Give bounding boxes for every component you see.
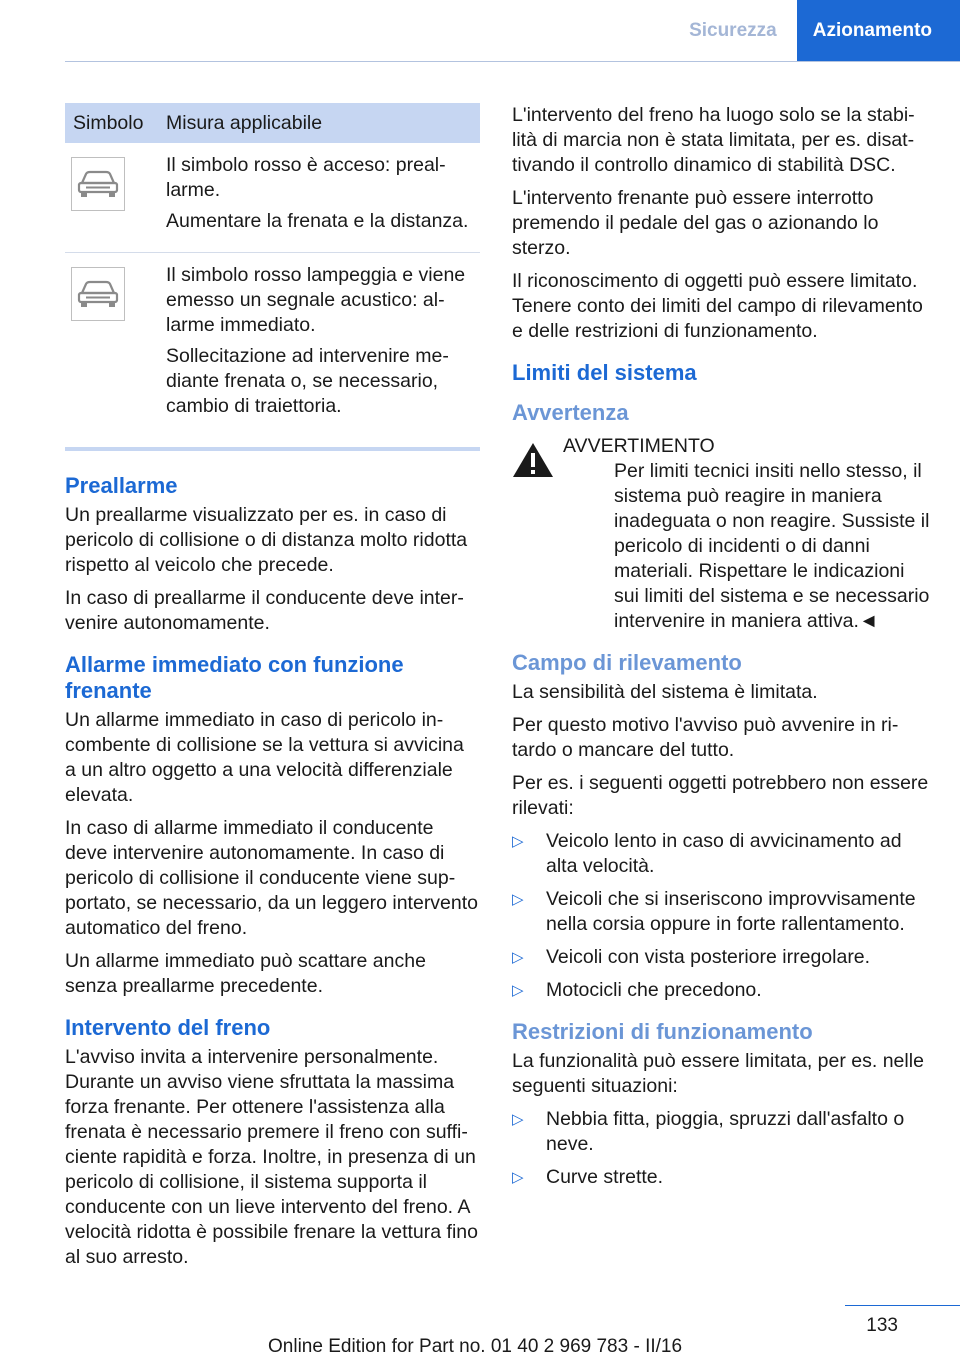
heading-allarme-immediato: Allarme immediato con funzione frenante <box>65 652 404 703</box>
paragraph: Per es. i seguenti oggetti potrebbero non essere rilevati: <box>512 772 929 819</box>
table-cell-text: Aumentare la frenata e la distanza. <box>166 210 469 232</box>
tab-azionamento[interactable]: Azionamento <box>797 0 960 62</box>
triangle-bullet-icon: ▷ <box>512 891 524 908</box>
list-item: ▷ Veicoli con vista posteriore irregolare. <box>512 946 871 968</box>
heading-campo-rilevamento: Campo di rilevamento <box>512 650 742 675</box>
warning-triangle-icon <box>512 442 554 485</box>
heading-restrizioni: Restrizioni di funzionamento <box>512 1019 813 1044</box>
heading-preallarme: Preallarme <box>65 473 178 498</box>
table-cell-text: Il simbolo rosso lampeggia e viene emesso un segnale acustico: allarme immediato. <box>166 264 466 336</box>
paragraph: L'avviso invita a intervenire personalmente. Durante un avviso viene sfruttata la massima forza frenante. Per ottenere l'assistenza alla frenata è necessario premere il freno con sufficiente rapidità e forza. Inoltre, in presenza di un pericolo di collisione, il sistema supporta il conducente con un lieve intervento del freno. A velocità ridotta è possibile frenare la vettura fino al suo arresto. <box>65 1046 478 1268</box>
list-detection-limits <box>512 829 930 1003</box>
list-item: ▷ Nebbia fitta, pioggia, spruzzi dall'asfalto o neve. <box>512 1108 905 1155</box>
tab-sicurezza[interactable]: Sicurezza <box>689 20 777 41</box>
header-divider <box>65 61 960 62</box>
triangle-bullet-icon: ▷ <box>512 982 524 999</box>
list-item: ▷ Curve strette. <box>512 1166 664 1188</box>
paragraph: Il riconoscimento di oggetti può essere limitato. Tenere conto dei limiti del campo di rilevamento e delle restrizioni di funzionamento. <box>512 270 923 342</box>
heading-limiti-sistema: Limiti del sistema <box>512 360 697 385</box>
triangle-bullet-icon: ▷ <box>512 1169 524 1186</box>
symbol-table <box>65 103 480 437</box>
triangle-bullet-icon: ▷ <box>512 833 524 850</box>
right-column <box>512 103 930 1198</box>
paragraph: Per questo motivo l'avviso può avvenire in ritardo o mancare del tutto. <box>512 714 899 761</box>
edition-footer: Online Edition for Part no. 01 40 2 969 783 - II/16 <box>268 1336 683 1357</box>
heading-intervento-freno: Intervento del freno <box>65 1015 271 1040</box>
table-header-row <box>65 103 480 143</box>
footer-rule <box>845 1305 960 1306</box>
list-restrictions <box>512 1107 930 1190</box>
car-front-icon <box>71 267 125 321</box>
car-front-icon <box>71 157 125 211</box>
warning-block <box>512 434 930 634</box>
warning-label: AVVERTIMENTO <box>563 435 715 457</box>
paragraph: Un preallarme visualizzato per es. in caso di pericolo di collisione o di distanza molto ridotta rispetto al veicolo che precede. <box>65 504 468 576</box>
heading-avvertenza: Avvertenza <box>512 400 629 425</box>
list-item: ▷ Veicoli che si inseriscono improvvisamente nella corsia oppure in forte rallentamento. <box>512 888 916 935</box>
table-bottom-rule <box>65 447 480 451</box>
table-header-symbol: Simbolo <box>65 103 156 143</box>
page-header <box>669 0 960 62</box>
left-column <box>65 103 480 1278</box>
paragraph: In caso di preallarme il conducente deve intervenire autonomamente. <box>65 587 464 634</box>
paragraph: Un allarme immediato in caso di pericolo incombente di collisione se la vettura si avvicina a un altro oggetto a una velocità differenziale elevata. <box>65 709 464 806</box>
paragraph: In caso di allarme immediato il conducente deve intervenire autonomamente. In caso di pericolo di collisione il conducente viene supportato, se necessario, da un leggero intervento automatico del freno. <box>65 817 479 939</box>
table-cell-text: Il simbolo rosso è acceso: preallarme. <box>166 154 446 201</box>
triangle-bullet-icon: ▷ <box>512 949 524 966</box>
list-item: ▷ Motocicli che precedono. <box>512 979 762 1001</box>
paragraph: La funzionalità può essere limitata, per es. nelle seguenti situazioni: <box>512 1050 924 1097</box>
triangle-bullet-icon: ▷ <box>512 1111 524 1128</box>
table-row <box>65 143 480 253</box>
paragraph: La sensibilità del sistema è limitata. <box>512 681 818 703</box>
table-cell-text: Sollecitazione ad intervenire mediante frenata o, se necessario, cambio di traiettoria. <box>166 345 449 417</box>
table-row <box>65 253 480 438</box>
page-number: 133 <box>866 1315 898 1336</box>
paragraph: Un allarme immediato può scattare anche senza preallarme precedente. <box>65 950 426 997</box>
paragraph: L'intervento frenante può essere interrotto premendo il pedale del gas o azionando lo sterzo. <box>512 187 879 259</box>
paragraph: L'intervento del freno ha luogo solo se la stabilità di marcia non è stata limitata, per es. disattivando il controllo dinamico di stabilità DSC. <box>512 104 915 176</box>
table-header-measure: Misura applicabile <box>156 103 480 143</box>
warning-text: Per limiti tecnici insiti nello stesso, il sistema può reagire in maniera inadeguata o non reagire. Sussiste il pericolo di incidenti o di danni materiali. Rispettare le indicazioni sui limiti del sistema e se necessario intervenire in maniera attiva.◄ <box>614 460 930 632</box>
list-item: ▷ Veicolo lento in caso di avvicinamento ad alta velocità. <box>512 830 902 877</box>
